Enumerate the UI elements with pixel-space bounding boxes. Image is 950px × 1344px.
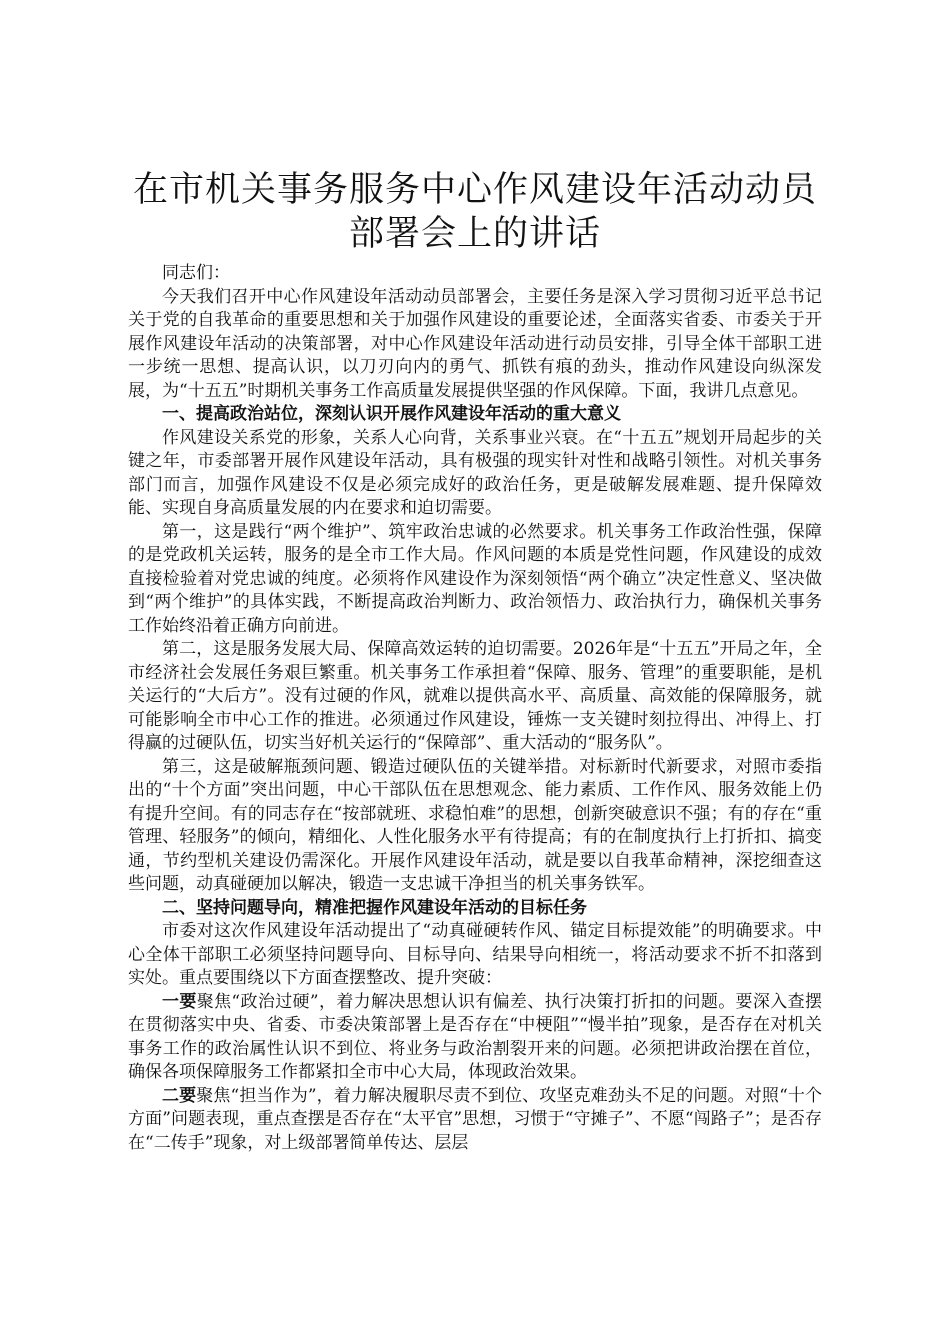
item-2-text: 聚焦“担当作为”，着力解决履职尽责不到位、攻坚克难劲头不足的问题。对照“十个方面”问题表现，重点查摆是否存在“太平官”思想，习惯于“守摊子”、不愿“闯路子”；是否存在“二传手”现象，对上级部署简单传达、层层: [128, 1085, 823, 1153]
section-1-heading: 一、提高政治站位，深刻认识开展作风建设年活动的重大意义: [162, 404, 621, 424]
section-2-paragraph-1: 市委对这次作风建设年活动提出了“动真碰硬转作风、锚定目标提效能”的明确要求。中心全体干部职工必须坚持问题导向、目标导向、结果导向相统一，将活动要求不折不扣落到实处。重点要围绕以下方面查摆整改、提升突破：: [128, 921, 822, 988]
section-1-paragraph-2: 第一，这是践行“两个维护”、筑牢政治忠诚的必然要求。机关事务工作政治性强，保障的是党政机关运转，服务的是全市工作大局。作风问题的本质是党性问题，作风建设的成效直接检验着对党忠诚的纯度。必须将作风建设作为深刻领悟“两个确立”决定性意义、坚决做到“两个维护”的具体实践，不断提高政治判断力、政治领悟力、政治执行力，确保机关事务工作始终沿着正确方向前进。: [128, 521, 822, 636]
item-2-lead: 二要: [162, 1085, 197, 1106]
document-page: [128, 168, 822, 1155]
item-1-text: 聚焦“政治过硬”，着力解决思想认识有偏差、执行决策打折扣的问题。要深入查摆在贯彻落实中央、省委、市委决策部署上是否存在“中梗阻”“慢半拍”现象，是否存在对机关事务工作的政治属性认识不到位、将业务与政治割裂开来的问题。必须把讲政治摆在首位，确保各项保障服务工作都紧扣全市中心大局，体现政治效果。: [128, 991, 822, 1082]
document-title: 在市机关事务服务中心作风建设年活动动员部署会上的讲话: [132, 170, 817, 254]
section-2-heading: 二、坚持问题导向，精准把握作风建设年活动的目标任务: [162, 897, 587, 918]
intro-paragraph: 今天我们召开中心作风建设年活动动员部署会，主要任务是深入学习贯彻习近平总书记关于党的自我革命的重要思想和关于加强作风建设的重要论述，全面落实省委、市委关于开展作风建设年活动的决策部署，对中心作风建设年活动进行动员安排，引导全体干部职工进一步统一思想、提高认识，以刀刃向内的勇气、抓铁有痕的劲头，推动作风建设向纵深发展，为“十五五”时期机关事务工作高质量发展提供坚强的作风保障。下面，我讲几点意见。: [128, 286, 822, 401]
section-2-item-2: [128, 1085, 822, 1156]
salutation: 同志们：: [162, 263, 230, 283]
section-1-paragraph-3: 第二，这是服务发展大局、保障高效运转的迫切需要。2026年是“十五五”开局之年，全市经济社会发展任务艰巨繁重。机关事务工作承担着“保障、服务、管理”的重要职能，是机关运行的“大后方”。没有过硬的作风，就难以提供高水平、高质量、高效能的保障服务，就可能影响全市中心工作的推进。必须通过作风建设，锤炼一支关键时刻拉得出、冲得上、打得赢的过硬队伍，切实当好机关运行的“保障部”、重大活动的“服务队”。: [128, 639, 822, 753]
section-2-item-1: [128, 991, 822, 1085]
item-1-lead: 一要: [162, 991, 197, 1012]
section-1-paragraph-1: 作风建设关系党的形象，关系人心向背，关系事业兴衰。在“十五五”规划开局起步的关键之年，市委部署开展作风建设年活动，具有极强的现实针对性和战略引领性。对机关事务部门而言，加强作风建设不仅是必须完成好的政治任务，更是破解发展难题、提升保障效能、实现自身高质量发展的内在要求和迫切需要。: [128, 427, 822, 518]
section-1-paragraph-4: 第三，这是破解瓶颈问题、锻造过硬队伍的关键举措。对标新时代新要求，对照市委指出的“十个方面”突出问题，中心干部队伍在思想观念、能力素质、工作作风、服务效能上仍有提升空间。有的同志存在“按部就班、求稳怕难”的思想，创新突破意识不强；有的存在“重管理、轻服务”的倾向，精细化、人性化服务水平有待提高；有的在制度执行上打折扣、搞变通，节约型机关建设仍需深化。开展作风建设年活动，就是要以自我革命精神，深挖细查这些问题，动真碰硬加以解决，锻造一支忠诚干净担当的机关事务铁军。: [128, 756, 822, 894]
